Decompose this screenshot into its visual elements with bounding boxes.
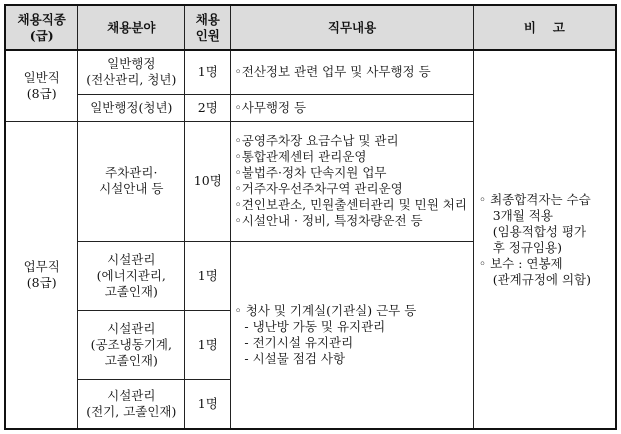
duties-cell: ◦공영주차장 요금수납 및 관리 ◦통합관제센터 관리운영 ◦불법주·정차 단속지원 업무 ◦거주자우선주차구역 관리운영 ◦견인보관소, 민원출센터관리 및 민원 처리 ◦시설안내 · 정비, 특정차량운전 등	[231, 121, 473, 241]
duties-cell: ◦전산정보 관련 업무 및 사무행정 등	[231, 50, 473, 94]
recruitment-table	[4, 4, 617, 430]
facility-duties-cell: ◦ 청사 및 기계실(기관실) 근무 등 - 냉난방 가동 및 유지관리 - 전기시설 유지관리 - 시설물 점검 사항	[231, 241, 473, 429]
header-category: 채용직종 (급)	[5, 5, 78, 50]
duties-cell: ◦사무행정 등	[231, 94, 473, 121]
header-row	[5, 5, 616, 50]
count-cell: 1명	[185, 380, 231, 429]
field-cell: 시설관리 (에너지관리, 고졸인재)	[78, 241, 185, 310]
header-duties: 직무내용	[231, 5, 473, 50]
header-count: 채용 인원	[185, 5, 231, 50]
field-cell: 시설관리 (전기, 고졸인재)	[78, 380, 185, 429]
header-remarks: 비 고	[473, 5, 616, 50]
category-business: 업무직 (8급)	[5, 121, 78, 429]
field-cell: 시설관리 (공조냉동기계, 고졸인재)	[78, 310, 185, 379]
count-cell: 1명	[185, 50, 231, 94]
remarks-cell: ◦ 최종합격자는 수습 3개월 적용 (임용적합성 평가 후 정규임용) ◦ 보수 : 연봉제 (관계규정에 의함)	[473, 50, 616, 429]
count-cell: 10명	[185, 121, 231, 241]
category-general: 일반직 (8급)	[5, 50, 78, 121]
table-row	[5, 50, 616, 94]
field-cell: 주차관리· 시설안내 등	[78, 121, 185, 241]
field-cell: 일반행정 (전산관리, 청년)	[78, 50, 185, 94]
field-cell: 일반행정(청년)	[78, 94, 185, 121]
header-field: 채용분야	[78, 5, 185, 50]
count-cell: 2명	[185, 94, 231, 121]
count-cell: 1명	[185, 241, 231, 310]
count-cell: 1명	[185, 310, 231, 379]
